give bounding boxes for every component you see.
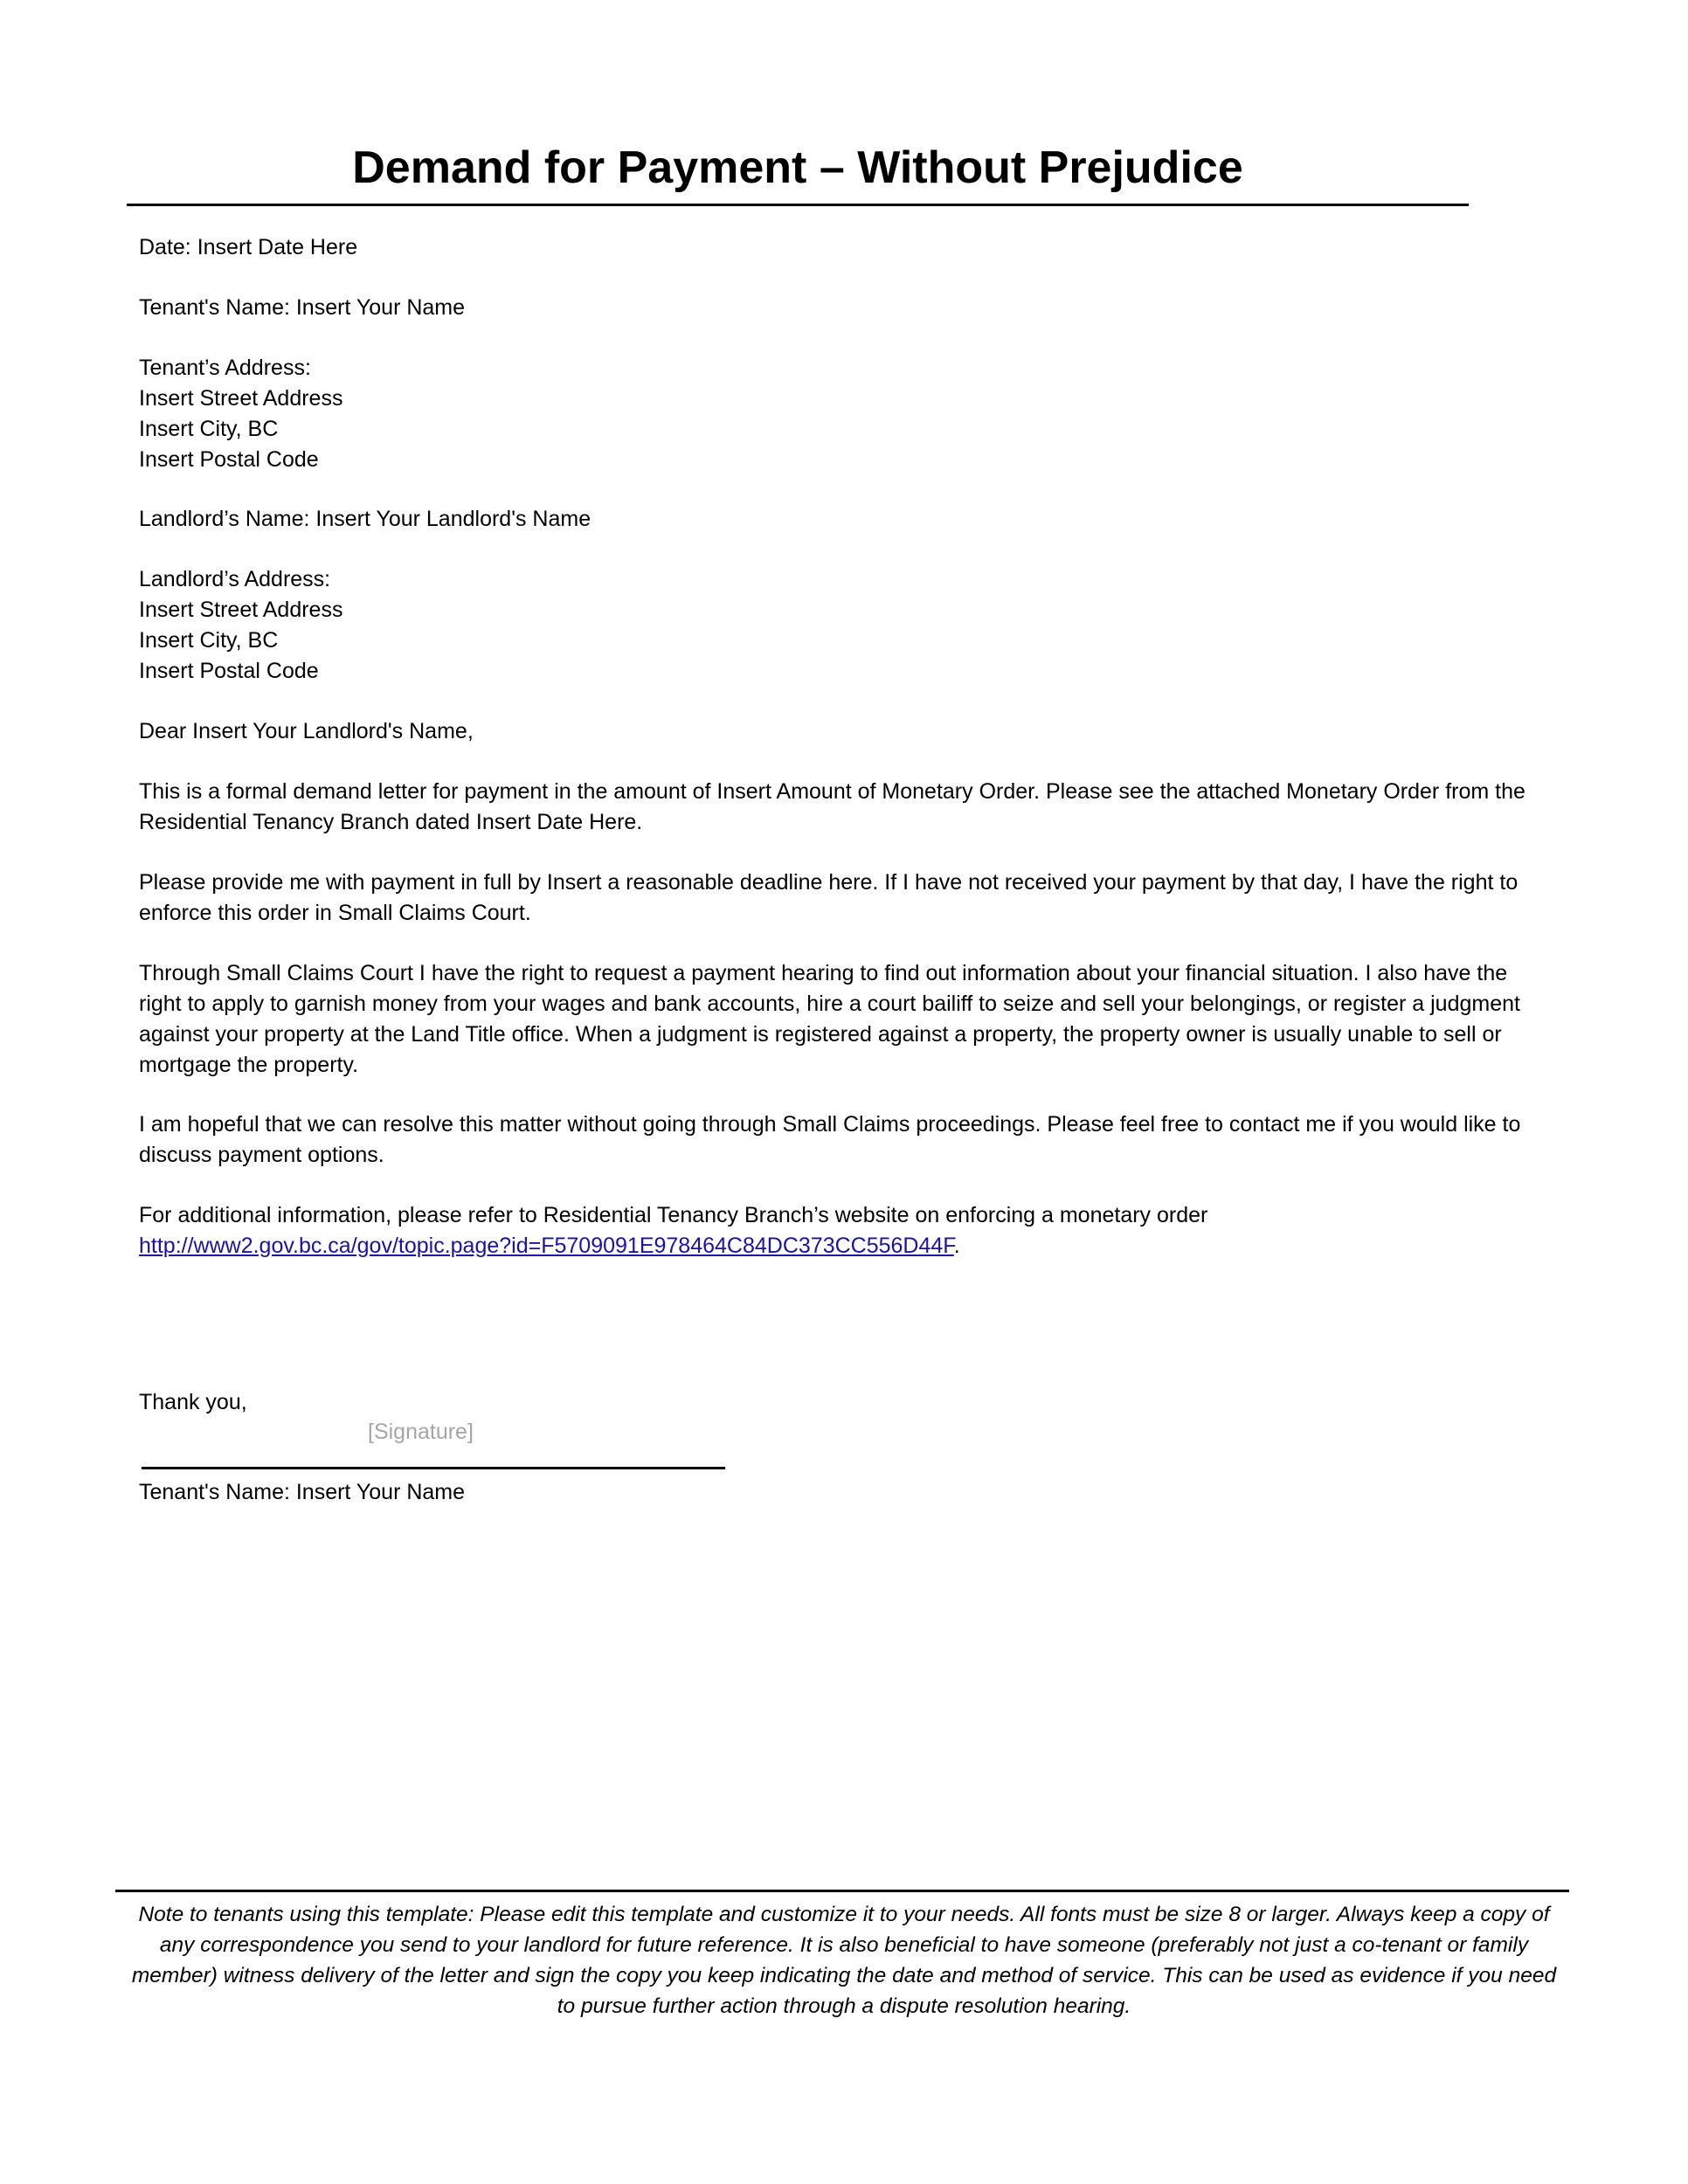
paragraph-1: This is a formal demand letter for payment in the amount of Insert Amount of Monetary Order. Please see the attached Monetary Order from the Residential Tenancy Branch dated Insert Date Here. xyxy=(139,779,1525,834)
paragraph-3: Through Small Claims Court I have the right to request a payment hearing to find out information about your financial situation. I also have the right to apply to garnish money from your wages and bank accounts, hire a court bailiff to seize and sell your belongings, or register a judgment against your property at the Land Title office. When a judgment is registered against a property, the property owner is usually unable to sell or mortgage the property. xyxy=(139,961,1520,1077)
tenant-address-street: Insert Street Address xyxy=(139,386,343,411)
landlord-address-block xyxy=(139,564,1554,687)
tenant-address-block xyxy=(139,353,1554,475)
tenant-address-city: Insert City, BC xyxy=(139,417,279,441)
footer-note-rule xyxy=(115,1890,1569,1892)
salutation: Dear Insert Your Landlord's Name, xyxy=(139,719,474,743)
footer-note: Note to tenants using this template: Please edit this template and customize it to your needs. All fonts must be size 8 or larger. Always keep a copy of any correspondence you send to your landlord for future reference. It is also beneficial to have someone (preferably not just a co-tenant or family member) witness delivery of the letter and sign the copy you keep indicating the date and method of service. This can be used as evidence if you need to pursue further action through a dispute resolution hearing. xyxy=(131,1903,1557,2018)
paragraph-5 xyxy=(139,1200,1554,1261)
landlord-address-postal: Insert Postal Code xyxy=(139,659,319,683)
landlord-name-line: Landlord’s Name: Insert Your Landlord's Name xyxy=(139,507,591,531)
tenant-address-label: Tenant’s Address: xyxy=(139,356,311,380)
document-title: Demand for Payment – Without Prejudice xyxy=(352,142,1243,193)
paragraph-5-text: For additional information, please refer to Residential Tenancy Branch’s website on enforcing a monetary order xyxy=(139,1203,1208,1227)
closing: Thank you, xyxy=(139,1390,247,1414)
tenant-address-postal: Insert Postal Code xyxy=(139,447,319,472)
paragraph-2: Please provide me with payment in full by Insert a reasonable deadline here. If I have not received your payment by that day, I have the right to enforce this order in Small Claims Court. xyxy=(139,870,1519,925)
tenant-name-line: Tenant's Name: Insert Your Name xyxy=(139,295,466,320)
landlord-address-city: Insert City, BC xyxy=(139,628,279,653)
rtb-website-link[interactable]: http://www2.gov.bc.ca/gov/topic.page?id=F5709091E978464C84DC373CC556D44F xyxy=(139,1234,954,1258)
paragraph-4: I am hopeful that we can resolve this matter without going through Small Claims proceedings. Please feel free to contact me if you would like to discuss payment options. xyxy=(139,1112,1521,1167)
signature-placeholder: [Signature] xyxy=(368,1420,474,1444)
signature-line xyxy=(142,1467,725,1469)
signature-name-line: Tenant's Name: Insert Your Name xyxy=(139,1480,466,1504)
landlord-address-label: Landlord’s Address: xyxy=(139,567,331,591)
link-line xyxy=(139,1231,1554,1261)
landlord-address-street: Insert Street Address xyxy=(139,598,343,622)
title-underline xyxy=(127,204,1469,206)
date-line: Date: Insert Date Here xyxy=(139,235,358,259)
link-trailing-period: . xyxy=(953,1234,960,1258)
